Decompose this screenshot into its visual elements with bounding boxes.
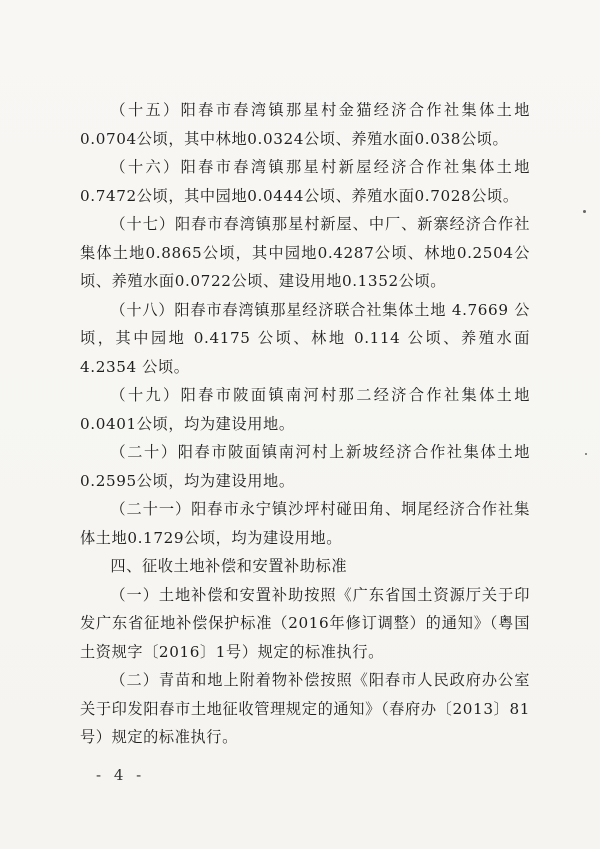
paragraph-21: （二十一）阳春市永宁镇沙坪村碰田角、垌尾经济合作社集体土地0.1729公顷，均为建设用地。 [80,500,530,547]
paragraph-15: （十五）阳春市春湾镇那星村金猫经济合作社集体土地0.0704公顷，其中林地0.0324公顷、养殖水面0.038公顷。 [80,101,530,148]
paragraph-19: （十九）阳春市陂面镇南河村那二经济合作社集体土地0.0401公顷，均为建设用地。 [80,386,530,433]
paragraph-4-2: （二）青苗和地上附着物补偿按照《阳春市人民政府办公室关于印发阳春市土地征收管理规定的通知》（春府办〔2013〕81号）规定的标准执行。 [80,671,530,746]
paragraph-17: （十七）阳春市春湾镇那星村新屋、中厂、新寨经济合作社集体土地0.8865公顷，其中园地0.4287公顷、林地0.2504公顷、养殖水面0.0722公顷、建设用地0.1352公顷。 [80,215,530,290]
paragraph-16: （十六）阳春市春湾镇那星村新屋经济合作社集体土地0.7472公顷，其中园地0.0444公顷、养殖水面0.7028公顷。 [80,158,530,205]
paragraph-18: （十八）阳春市春湾镇那星经济联合社集体土地 4.7669 公顷，其中园地 0.4175 公顷、林地 0.114 公顷、养殖水面 4.2354 公顷。 [80,300,530,376]
scan-dot-mark [583,210,586,213]
paragraph-20: （二十）阳春市陂面镇南河村上新坡经济合作社集体土地0.2595公顷，均为建设用地。 [80,443,530,490]
page-number: - 4 - [96,766,146,784]
section-heading-4: 四、征收土地补偿和安置补助标准 [110,557,348,575]
scan-dot-mark [585,453,587,455]
paragraph-4-1: （一）土地补偿和安置补助按照《广东省国土资源厅关于印发广东省征地补偿保护标准（2016年修订调整）的通知》（粤国土资规字〔2016〕1号）规定的标准执行。 [80,585,530,661]
document-body [80,96,530,752]
